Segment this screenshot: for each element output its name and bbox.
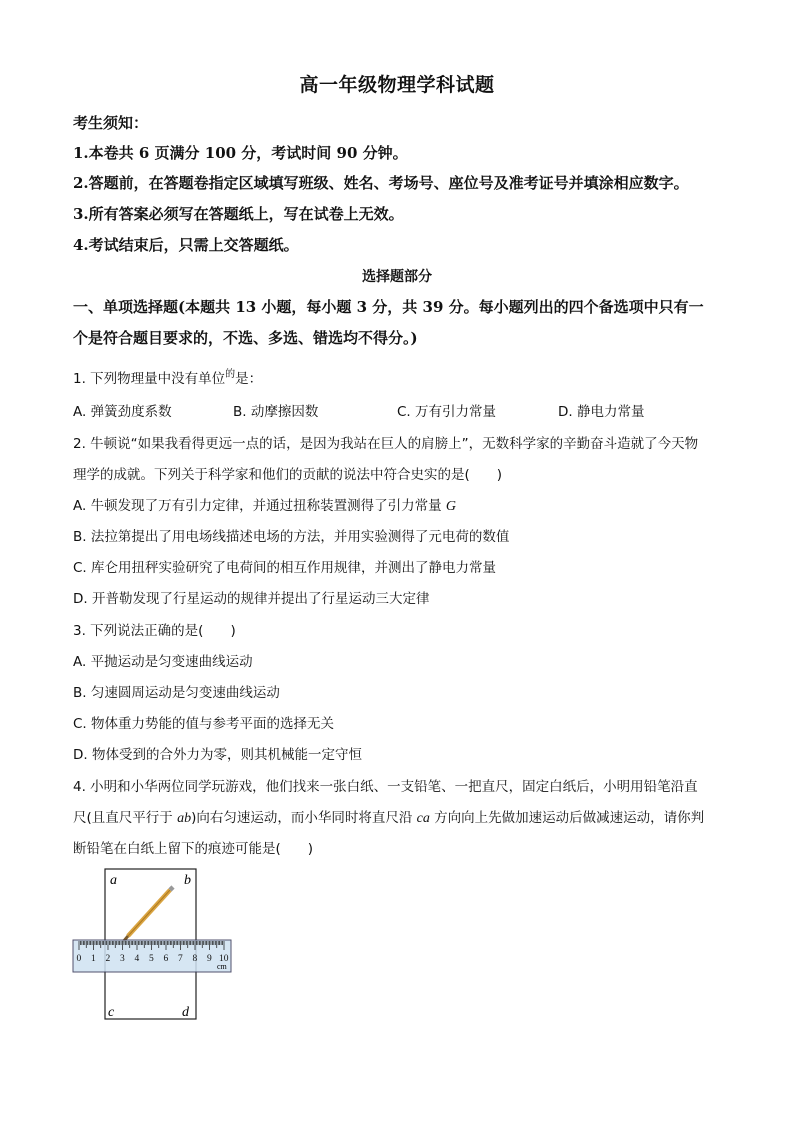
corner-label-b: b [184, 873, 191, 888]
question-4-figure [70, 866, 240, 1026]
question-3-option-b: B. 匀速圆周运动是匀变速曲线运动 [73, 685, 280, 701]
corner-label-c: c [108, 1005, 115, 1020]
question-3-option-d: D. 物体受到的合外力为零，则其机械能一定守恒 [73, 747, 362, 763]
question-1-option-b: B. 动摩擦因数 [233, 404, 319, 420]
question-2-stem-cont: 理学的成就。下列关于科学家和他们的贡献的说法中符合史实的是( ) [73, 467, 503, 483]
question-3-stem: 3. 下列说法正确的是( ) [73, 623, 236, 639]
question-4-stem-end: 断铅笔在白纸上留下的痕迹可能是( ) [73, 841, 314, 857]
question-2-option-b: B. 法拉第提出了用电场线描述电场的方法，并用实验测得了元电荷的数值 [73, 529, 510, 545]
page-title: 高一年级物理学科试题 [299, 74, 495, 96]
section-title: 选择题部分 [362, 269, 432, 285]
question-4-text-3: 方向向上先做加速运动后做减速运动，请你判 [429, 810, 705, 826]
ruler-number: 5 [149, 954, 154, 964]
ruler-number: 2 [105, 954, 111, 964]
ruler-number: 4 [134, 954, 140, 964]
question-1-stem-end: 是： [235, 371, 263, 387]
question-1-option-a: A. 弹簧劲度系数 [73, 404, 172, 420]
notice-item: 1.本卷共 6 页满分 100 分，考试时间 90 分钟。 [73, 144, 408, 162]
question-3-option-a: A. 平抛运动是匀变速曲线运动 [73, 654, 253, 670]
question-1-stem-text: 1. 下列物理量中没有单位 [73, 371, 226, 387]
question-4-stem: 4. 小明和小华两位同学玩游戏，他们找来一张白纸、一支铅笔、一把直尺，固定白纸后，小明用铅笔沿直 [73, 779, 698, 795]
question-3-option-c: C. 物体重力势能的值与参考平面的选择无关 [73, 716, 335, 732]
question-1-stem-sup: 的 [225, 369, 236, 380]
question-4-stem-cont [73, 806, 704, 827]
ruler-number: 3 [120, 954, 125, 964]
ruler [73, 940, 231, 972]
question-1-option-c: C. 万有引力常量 [397, 404, 497, 420]
question-2-option-a-text: A. 牛顿发现了万有引力定律，并通过扭称装置测得了引力常量 [73, 498, 446, 514]
question-2-option-c: C. 库仑用扭秤实验研究了电荷间的相互作用规律，并测出了静电力常量 [73, 560, 497, 576]
ruler-number: 9 [207, 954, 212, 964]
notice-item: 2.答题前，在答题卷指定区域填写班级、姓名、考场号、座位号及准考证号并填涂相应数字。 [73, 174, 689, 192]
question-2-option-d: D. 开普勒发现了行星运动的规律并提出了行星运动三大定律 [73, 591, 430, 607]
ruler-number: 8 [192, 954, 198, 964]
question-1-stem [73, 367, 262, 387]
question-4-var-ab: ab [177, 811, 192, 826]
ruler-number: 1 [91, 954, 96, 964]
ruler-number: 7 [178, 954, 183, 964]
ruler-number: 6 [163, 954, 169, 964]
question-1-option-d: D. 静电力常量 [558, 404, 645, 420]
notice-heading: 考生须知： [73, 114, 149, 132]
ruler-number: 10 [219, 954, 229, 964]
notice-item: 4.考试结束后，只需上交答题纸。 [73, 236, 299, 254]
question-2-option-a [73, 494, 456, 515]
corner-label-a: a [110, 873, 117, 888]
notice-item: 3.所有答案必须写在答题纸上，写在试卷上无效。 [73, 205, 404, 223]
part-one-instructions: 一、单项选择题(本题共 13 小题，每小题 3 分，共 39 分。每小题列出的四个备选项中只有一 [73, 298, 704, 316]
corner-label-d: d [182, 1005, 189, 1020]
part-one-instructions-cont: 个是符合题目要求的，不选、多选、错选均不得分。) [73, 329, 418, 347]
question-4-var-ca: ca [416, 811, 430, 826]
ruler-unit: cm [217, 962, 227, 971]
question-2-stem: 2. 牛顿说“如果我看得更远一点的话，是因为我站在巨人的肩膀上”，无数科学家的辛勤奋斗造就了今天物 [73, 436, 699, 452]
question-2-option-a-var: G [445, 499, 456, 514]
question-4-text-1: 尺(且直尺平行于 [73, 810, 178, 826]
question-4-text-2: )向右匀速运动，而小华同时将直尺沿 [191, 810, 417, 826]
ruler-number: 0 [76, 954, 82, 964]
